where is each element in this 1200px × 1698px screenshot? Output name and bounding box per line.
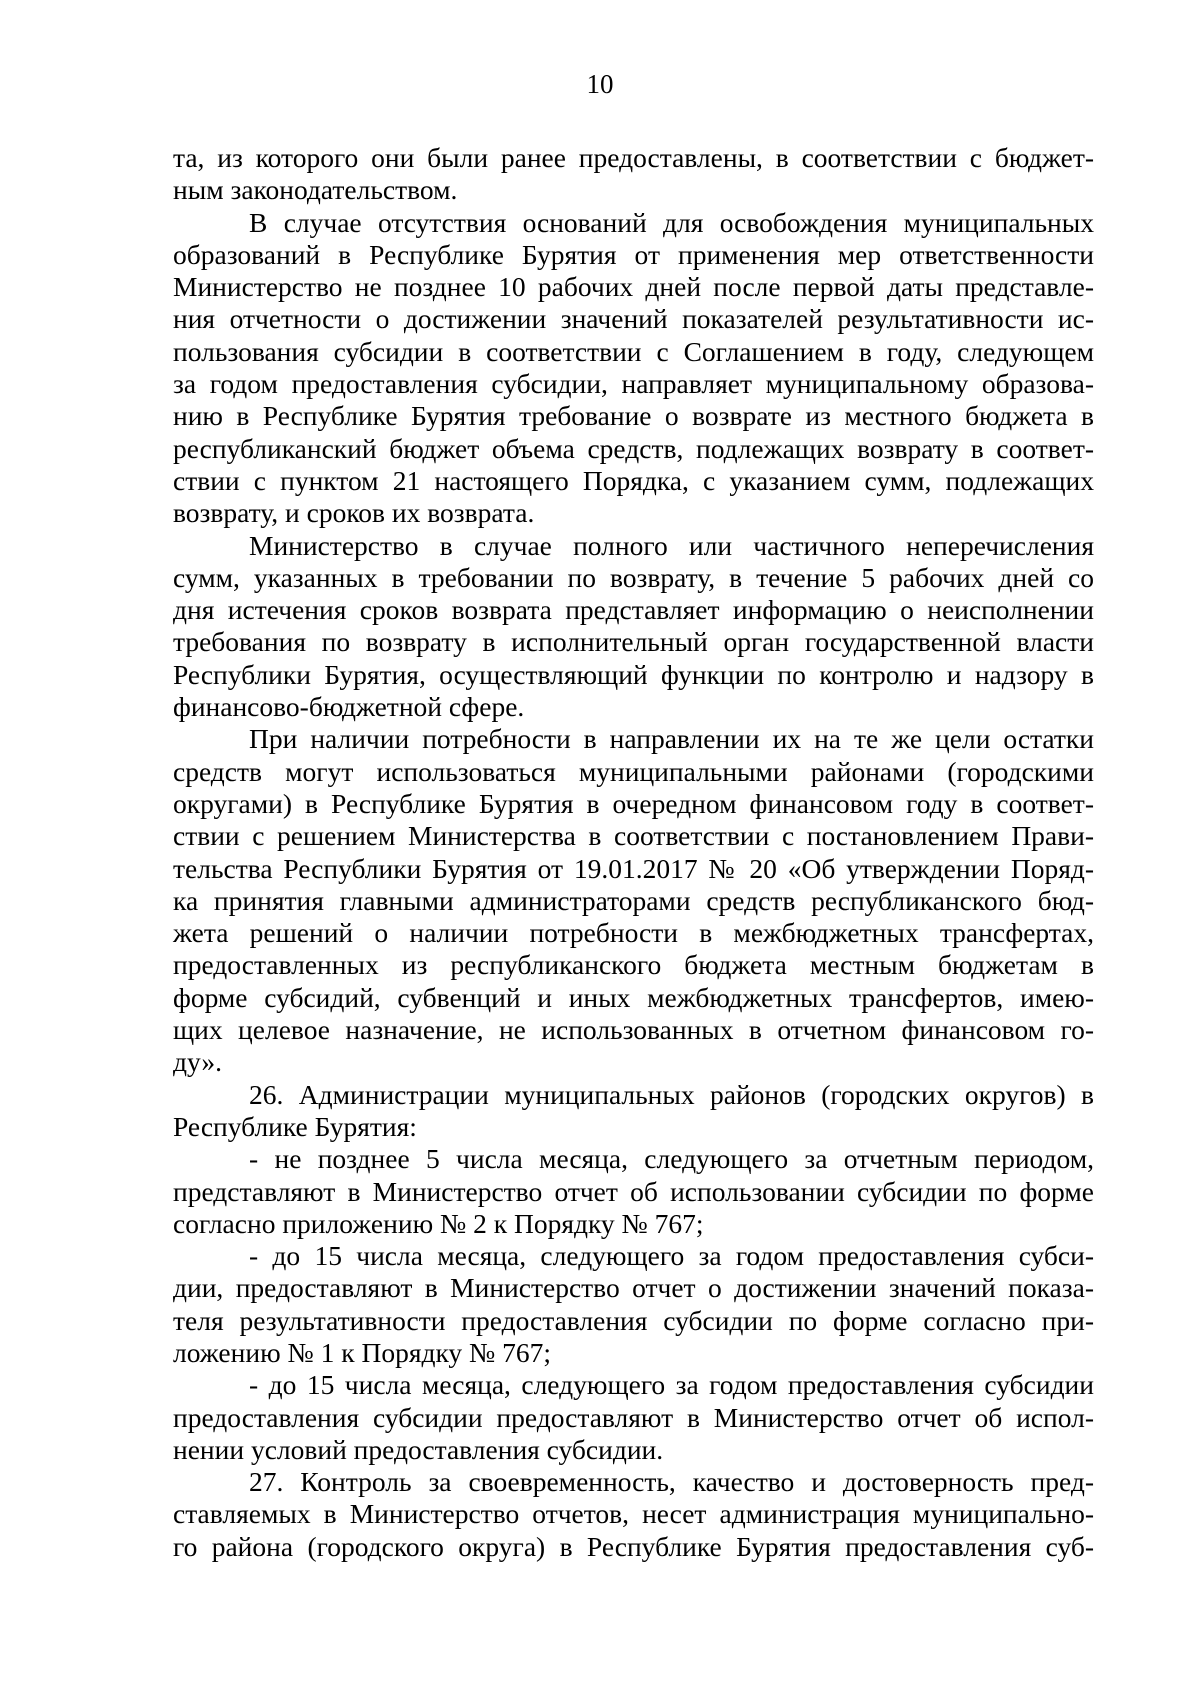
page-number: 10 <box>586 69 614 99</box>
paragraph-line: дии, предоставляют в Министерство отчет о достижении значений показа- <box>173 1272 1094 1304</box>
paragraph-line: го района (городского округа) в Республике Бурятия предоставления суб- <box>173 1530 1094 1562</box>
paragraph-line: - до 15 числа месяца, следующего за годом предоставления субсидии <box>249 1369 1094 1401</box>
paragraph-line: средств могут использоваться муниципальными районами (городскими <box>173 755 1094 787</box>
paragraph-line: ствии с решением Министерства в соответствии с постановлением Прави- <box>173 820 1094 852</box>
paragraph-line: образований в Республике Бурятия от применения мер ответственности <box>173 238 1094 270</box>
paragraph-line: представляют в Министерство отчет об использовании субсидии по форме <box>173 1175 1094 1207</box>
paragraph-line: ка принятия главными администраторами средств республиканского бюд- <box>173 884 1094 916</box>
paragraph-line: возврату, и сроков их возврата. <box>173 497 535 529</box>
paragraph-line: согласно приложению № 2 к Порядку № 767; <box>173 1207 704 1239</box>
paragraph-line: 26. Администрации муниципальных районов (городских округов) в <box>249 1078 1094 1110</box>
paragraph-line: республиканский бюджет объема средств, подлежащих возврату в соответ- <box>173 432 1094 464</box>
paragraph-line: жета решений о наличии потребности в межбюджетных трансфертах, <box>173 917 1094 949</box>
paragraph-line: - до 15 числа месяца, следующего за годом предоставления субси- <box>249 1240 1094 1272</box>
paragraph-line: предоставленных из республиканского бюджета местным бюджетам в <box>173 949 1094 981</box>
paragraph-line: ложению № 1 к Порядку № 767; <box>173 1336 552 1368</box>
paragraph-line: ставляемых в Министерство отчетов, несет администрация муниципально- <box>173 1498 1094 1530</box>
paragraph-line: - не позднее 5 числа месяца, следующего за отчетным периодом, <box>249 1143 1094 1175</box>
paragraph-line: пользования субсидии в соответствии с Соглашением в году, следующем <box>173 335 1094 367</box>
paragraph-line: требования по возврату в исполнительный орган государственной власти <box>173 626 1094 658</box>
paragraph-line: округами) в Республике Бурятия в очередном финансовом году в соответ- <box>173 787 1094 819</box>
paragraph-line: та, из которого они были ранее предоставлены, в соответствии с бюджет- <box>173 142 1094 173</box>
paragraph-line: нении условий предоставления субсидии. <box>173 1433 664 1465</box>
paragraph-line: ния отчетности о достижении значений показателей результативности ис- <box>173 303 1094 335</box>
paragraph-line: Республике Бурятия: <box>173 1110 417 1142</box>
paragraph-line: форме субсидий, субвенций и иных межбюджетных трансфертов, имею- <box>173 981 1094 1013</box>
paragraph-line: нию в Республике Бурятия требование о возврате из местного бюджета в <box>173 400 1094 432</box>
paragraph-line: ным законодательством. <box>173 174 458 206</box>
paragraph-line: ствии с пунктом 21 настоящего Порядка, с указанием сумм, подлежащих <box>173 464 1094 496</box>
paragraph-line: В случае отсутствия оснований для освобождения муниципальных <box>249 206 1094 238</box>
paragraph-line: 27. Контроль за своевременность, качество и достоверность пред- <box>249 1466 1094 1498</box>
paragraph-line: предоставления субсидии предоставляют в Министерство отчет об испол- <box>173 1401 1094 1433</box>
paragraph-line: Республики Бурятия, осуществляющий функции по контролю и надзору в <box>173 658 1094 690</box>
paragraph-line: финансово-бюджетной сфере. <box>173 691 525 723</box>
paragraph-line: сумм, указанных в требовании по возврату, в течение 5 рабочих дней со <box>173 561 1094 593</box>
paragraph-line: Министерство не позднее 10 рабочих дней после первой даты представле- <box>173 271 1094 303</box>
paragraph-line: Министерство в случае полного или частичного неперечисления <box>249 529 1094 561</box>
paragraph-line: теля результативности предоставления субсидии по форме согласно при- <box>173 1304 1094 1336</box>
document-body <box>173 142 1094 1563</box>
paragraph-line: тельства Республики Бурятия от 19.01.2017 № 20 «Об утверждении Поряд- <box>173 852 1094 884</box>
paragraph-line: При наличии потребности в направлении их на те же цели остатки <box>249 723 1094 755</box>
paragraph-line: дня истечения сроков возврата представляет информацию о неисполнении <box>173 594 1094 626</box>
paragraph-line: щих целевое назначение, не использованных в отчетном финансовом го- <box>173 1014 1094 1046</box>
paragraph-line: ду». <box>173 1046 223 1078</box>
paragraph-line: за годом предоставления субсидии, направляет муниципальному образова- <box>173 368 1094 400</box>
